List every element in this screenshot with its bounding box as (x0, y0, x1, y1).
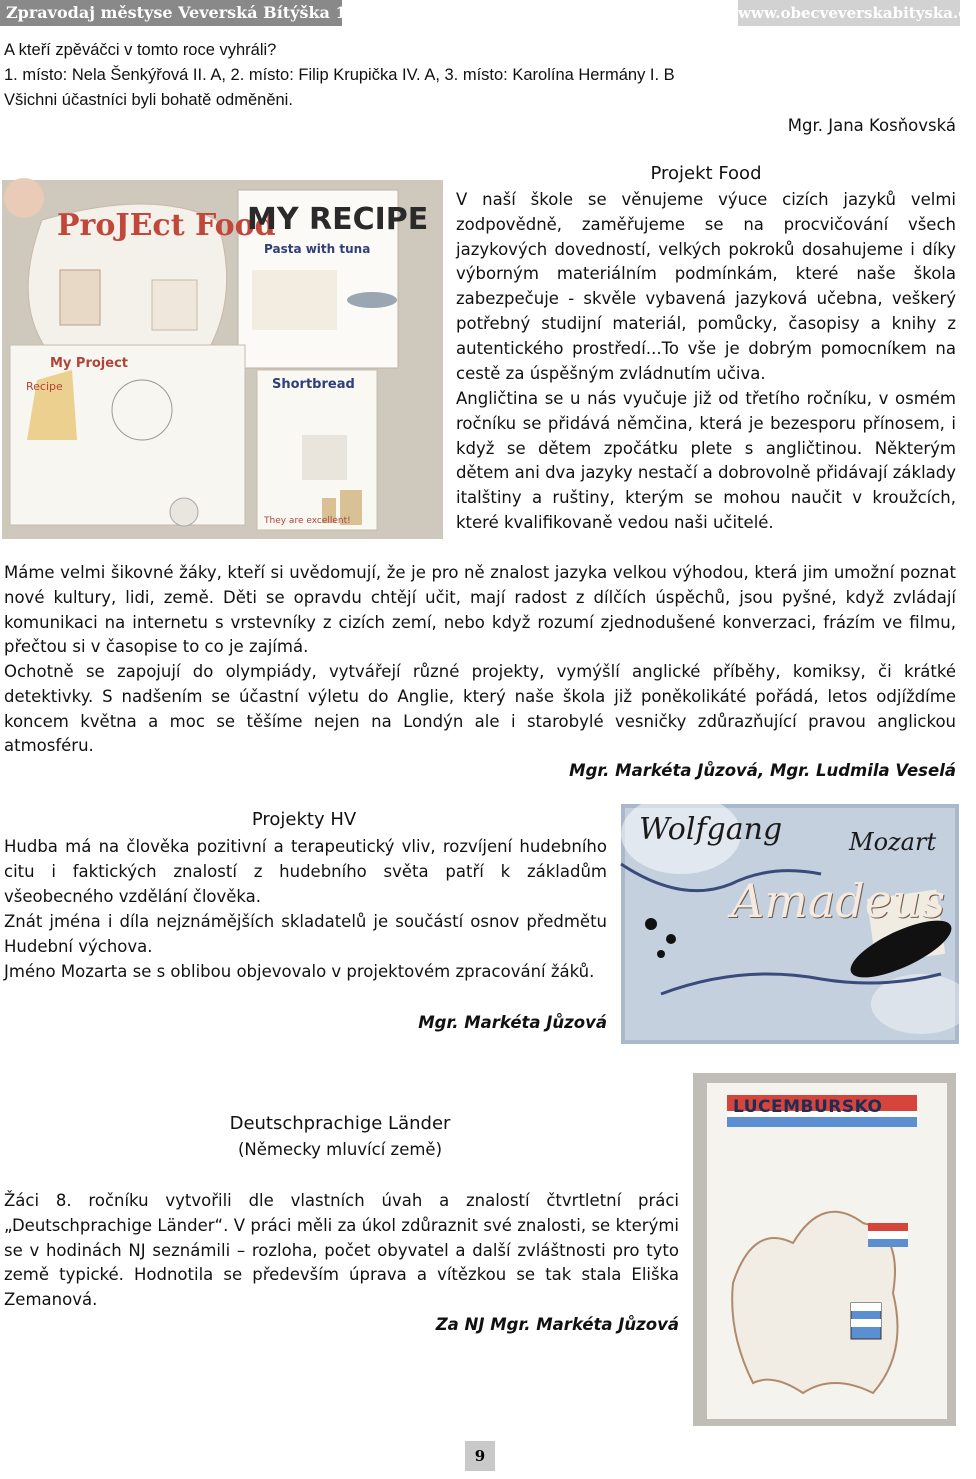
poster-project-food: ProJEct Food (57, 208, 276, 243)
poster-mozart: Mozart (849, 828, 937, 856)
poster-amadeus: Amadeus (731, 874, 946, 928)
de-title: Deutschprachige Länder (229, 1113, 451, 1134)
food-project-photo (2, 180, 443, 539)
poster-pasta-with-tuna: Pasta with tuna (264, 242, 371, 256)
food-signature: Mgr. Markéta Jůzová, Mgr. Ludmila Veselá (569, 761, 956, 780)
website-url: www.obecveverskabityska.cz (738, 0, 960, 26)
intro-question: A kteří zpěváčci v tomto roce vyhráli? (4, 41, 277, 59)
intro-signature: Mgr. Jana Kosňovská (787, 116, 956, 135)
luxembourg-poster-illustration (693, 1073, 956, 1426)
food-paragraph-2: Angličtina se u nás vyučuje již od třetího ročníku, v osmém ročníku se přidává němčina, která je bezesporu přínosem, i když se dětem zpočátku plete s angličtinou. Některým dětem ani dva jazyky nestačí a dobrovolně přidávají základy italštiny a ruštiny, kterým se mohou naučit v kroužcích, které kvalifikovaně vedou naši učitelé. (456, 389, 956, 532)
poster-shortbread: Shortbread (272, 377, 355, 392)
poster-excellent: They are excellent! (264, 516, 351, 526)
mozart-project-photo (621, 804, 959, 1044)
food-paragraph-1: V naší škole se věnujeme výuce cizích jazyků velmi zodpovědně, zaměřujeme se na procvičování všech jazykových dovedností, velkých pokroků dosahujeme i díky výborným materiálním podmínkám, které naše škola zabezpečuje - skvěle vybavená jazyková učebna, veškerý potřebný studijní materiál, pomůcky, časopisy a knihy z autentického prostředí...To vše je dobrým pomocníkem na cestě za úspěšným zvládnutím učiva. (456, 190, 956, 383)
poster-recipe: Recipe (26, 380, 63, 393)
poster-wolfgang: Wolfgang (639, 812, 783, 847)
hv-paragraph-3: Jméno Mozarta se s oblibou objevovalo v projektovém zpracování žáků. (4, 962, 595, 981)
page-number: 9 (465, 1441, 495, 1471)
poster-my-recipe: MY RECIPE (247, 202, 429, 237)
intro-places: 1. místo: Nela Šenkýřová II. A, 2. místo: Filip Krupička IV. A, 3. místo: Karolína Hermány I. B (4, 66, 675, 84)
de-paragraph: Žáci 8. ročníku vytvořili dle vlastních úvah a znalostí čtvrtletní práci „Deutschprachige Länder“. V práci měli za úkol zdůraznit své znalosti, se kterými se v hodinách NJ seznámili – rozloha, počet obyvatel a další zvláštnosti pro tyto země typické. Hodnotila se především úprava a vítězkou se tak stala Eliška Zemanová. (4, 1191, 679, 1310)
food-paragraph-4: Ochotně se zapojují do olympiády, vytvářejí různé projekty, vymýšlí anglické příběhy, komiksy, či krátké detektivky. S nadšením se účastní výletu do Anglie, který naše škola již poněkolikáté pořádá, letos odjíždíme koncem května a moc se těšíme nejen na Londýn ale i starobylé vesničky zdůrazňující pravou anglickou atmosféru. (4, 662, 956, 756)
poster-luxembourg: LUCEMBURSKO (733, 1097, 883, 1117)
hv-signature: Mgr. Markéta Jůzová (418, 1013, 607, 1032)
hv-paragraph-1: Hudba má na člověka pozitivní a terapeutický vliv, rozvíjení hudebního citu i faktických znalostí z hudebního světa patří k základům všeobecného vzdělání člověka. (4, 837, 607, 906)
newsletter-title: Zpravodaj městyse Veverská Bítýška 12/2014 (0, 0, 342, 26)
luxembourg-project-photo (693, 1073, 956, 1426)
food-paragraph-3: Máme velmi šikovné žáky, kteří si uvědomují, že je pro ně znalost jazyka velkou výhodou, která jim umožní poznat nové kultury, lidi, země. Děti se opravdu chtějí učit, mají radost z dílčích úspěchů, jsou pyšné, když zvládají komunikaci na internetu s vrstevníky z cizích zemí, nebo když rozumí zjednodušené konverzaci, frázím ve filmu, přečtou si v časopise to co je zajímá. (4, 563, 956, 657)
food-title: Projekt Food (650, 163, 762, 184)
hv-paragraph-2: Znát jména i díla nejznámějších skladatelů je součástí osnov předmětu Hudební výchova. (4, 912, 607, 956)
de-signature: Za NJ Mgr. Markéta Jůzová (435, 1315, 679, 1334)
hv-title: Projekty HV (251, 809, 357, 830)
poster-my-project: My Project (50, 356, 128, 371)
de-subtitle: (Německy mluvící země) (237, 1140, 443, 1159)
intro-rewarded: Všichni účastníci byli bohatě odměněni. (4, 91, 293, 109)
